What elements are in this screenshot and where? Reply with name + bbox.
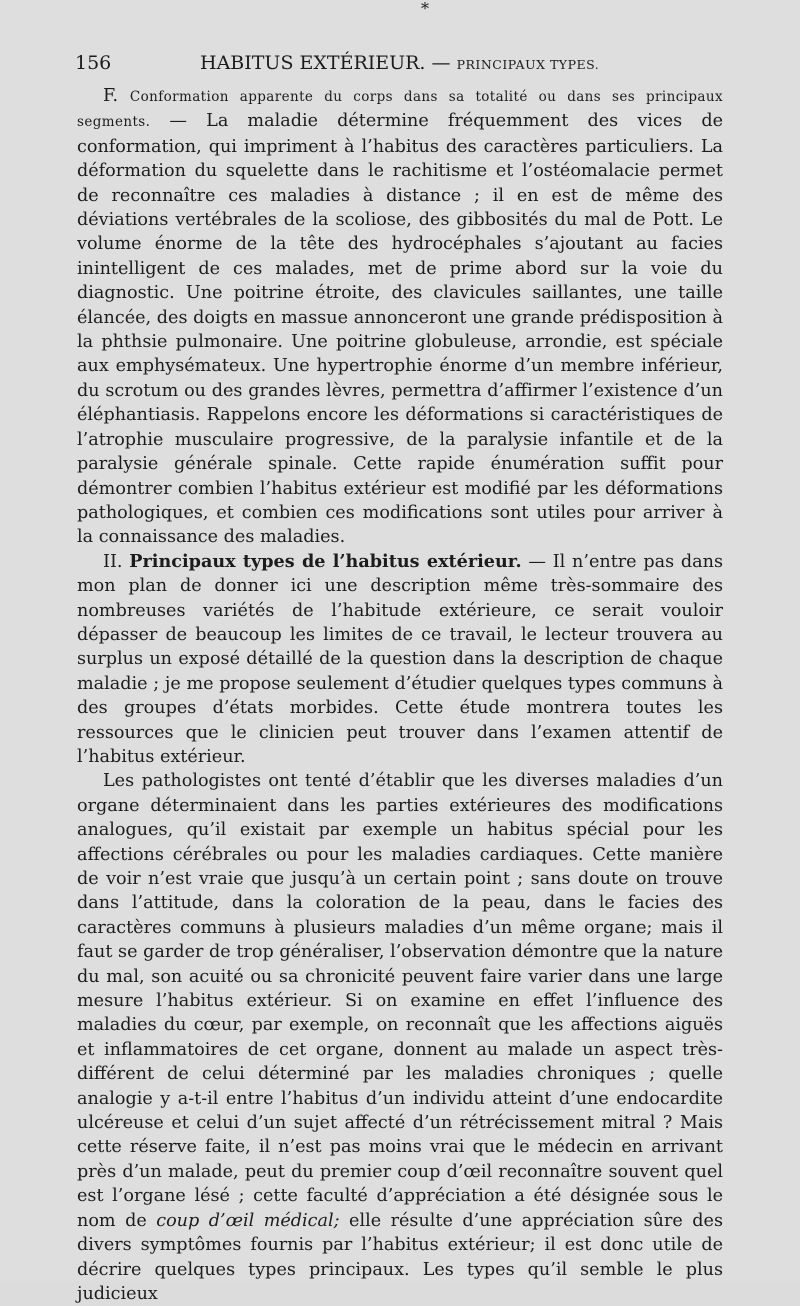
running-header bbox=[75, 48, 725, 78]
section-number: II. bbox=[103, 551, 130, 572]
page-body bbox=[77, 84, 723, 1306]
header-title-group bbox=[200, 48, 599, 80]
section-heading-conformation: Conformation apparente du corps dans sa totalité ou dans ses principaux segments. bbox=[77, 89, 723, 131]
italic-phrase: coup d’œil médical; bbox=[156, 1210, 340, 1231]
header-title: HABITUS EXTÉRIEUR. bbox=[200, 52, 426, 74]
paragraph-text: — La maladie détermine fréquemment des vices de conformation, qui impriment à l’habitus des caractères particuliers. La déformation du squelette dans le rachitisme et l’ostéomalacie permet de reconnaître ces maladies à distance ; il en est de même des déviations vertébrales de la scoliose, des gibbosités du mal de Pott. Le volume énorme de la tête des hydrocéphales s’ajoutant au facies inintelligent de ces malades, met de prime abord sur la voie du diagnostic. Une poitrine étroite, des clavicules saillantes, une taille élancée, des doigts en massue annonceront une grande prédisposition à la phthsie pulmonaire. Une poitrine globuleuse, arrondie, est spéciale aux emphysémateux. Une hypertrophie énorme d’un membre inférieur, du scrotum ou des grandes lèvres, permettra d’affirmer l’existence d’un éléphantiasis. Rappelons encore les déformations si caractéristiques de l’atrophie musculaire progressive, de la paralysie infantile et de la paralysie générale spinale. Cette rapide énumération suffit pour démontrer combien l’habitus extérieur est modifié par les déformations pathologiques, et combien ces modifications sont utiles pour arriver à la connaissance des maladies. bbox=[77, 111, 723, 548]
page-number: 156 bbox=[75, 52, 112, 74]
paragraph-text: Les pathologistes ont tenté d’établir que les diverses maladies d’un organe déterminaient dans les parties extérieures des modifications analogues, qu’il existait par exemple un habitus spécial pour les affections cérébrales ou pour les maladies cardiaques. Cette manière de voir n’est vraie que jusqu’à un certain point ; sans doute on trouve dans l’attitude, dans la coloration de la peau, dans le facies des caractères communs à plusieurs maladies d’un même organe; mais il faut se garder de trop généraliser, l’observation démontre que la nature du mal, son acuité ou sa chronicité peuvent faire varier dans une large mesure l’habitus extérieur. Si on examine en effet l’influence des maladies du cœur, par exemple, on reconnaît que les affections aiguës et inflammatoires de cet organe, donnent au malade un aspect très-différent de celui déterminé par les maladies chroniques ; quelle analogie y a-t-il entre l’habitus d’un individu atteint d’une endocardite ulcéreuse et celui d’un sujet affecté d’un rétrécissement mitral ? Mais cette réserve faite, il n’est pas moins vrai que le médecin en arrivant près d’un malade, peut du premier coup d’œil reconnaître souvent quel est l’organe lésé ; cette faculté d’appréciation a été désignée sous le nom de bbox=[77, 771, 723, 1231]
paragraph-conformation bbox=[77, 84, 723, 550]
section-letter: F. bbox=[103, 86, 130, 106]
header-subtitle: PRINCIPAUX TYPES. bbox=[456, 57, 600, 72]
paragraph-pathologistes bbox=[77, 769, 723, 1306]
paragraph-text: — Il n’entre pas dans mon plan de donner ici une description même très-sommaire des nombreuses variétés de l’habitude extérieure, ce serait vouloir dépasser de beaucoup les limites de ce travail, le lecteur trouvera au surplus un exposé détaillé de la question dans la description de chaque maladie ; je me propose seulement d’étudier quelques types communs à des groupes d’états morbides. Cette étude montrera toutes les ressources que le clinicien peut trouver dans l’examen attentif de l’habitus extérieur. bbox=[77, 551, 723, 767]
paragraph-text: elle résulte d’une appréciation sûre des divers symptômes fournis par l’habitus extérieur; il est donc utile de décrire quelques types principaux. Les types qu’il semble le plus judicieux bbox=[77, 1210, 723, 1304]
section-heading-principaux-types: Principaux types de l’habitus extérieur. bbox=[129, 550, 522, 572]
paragraph-principaux-types bbox=[77, 550, 723, 770]
header-dash: — bbox=[425, 52, 457, 74]
top-mark: * bbox=[421, 0, 429, 18]
